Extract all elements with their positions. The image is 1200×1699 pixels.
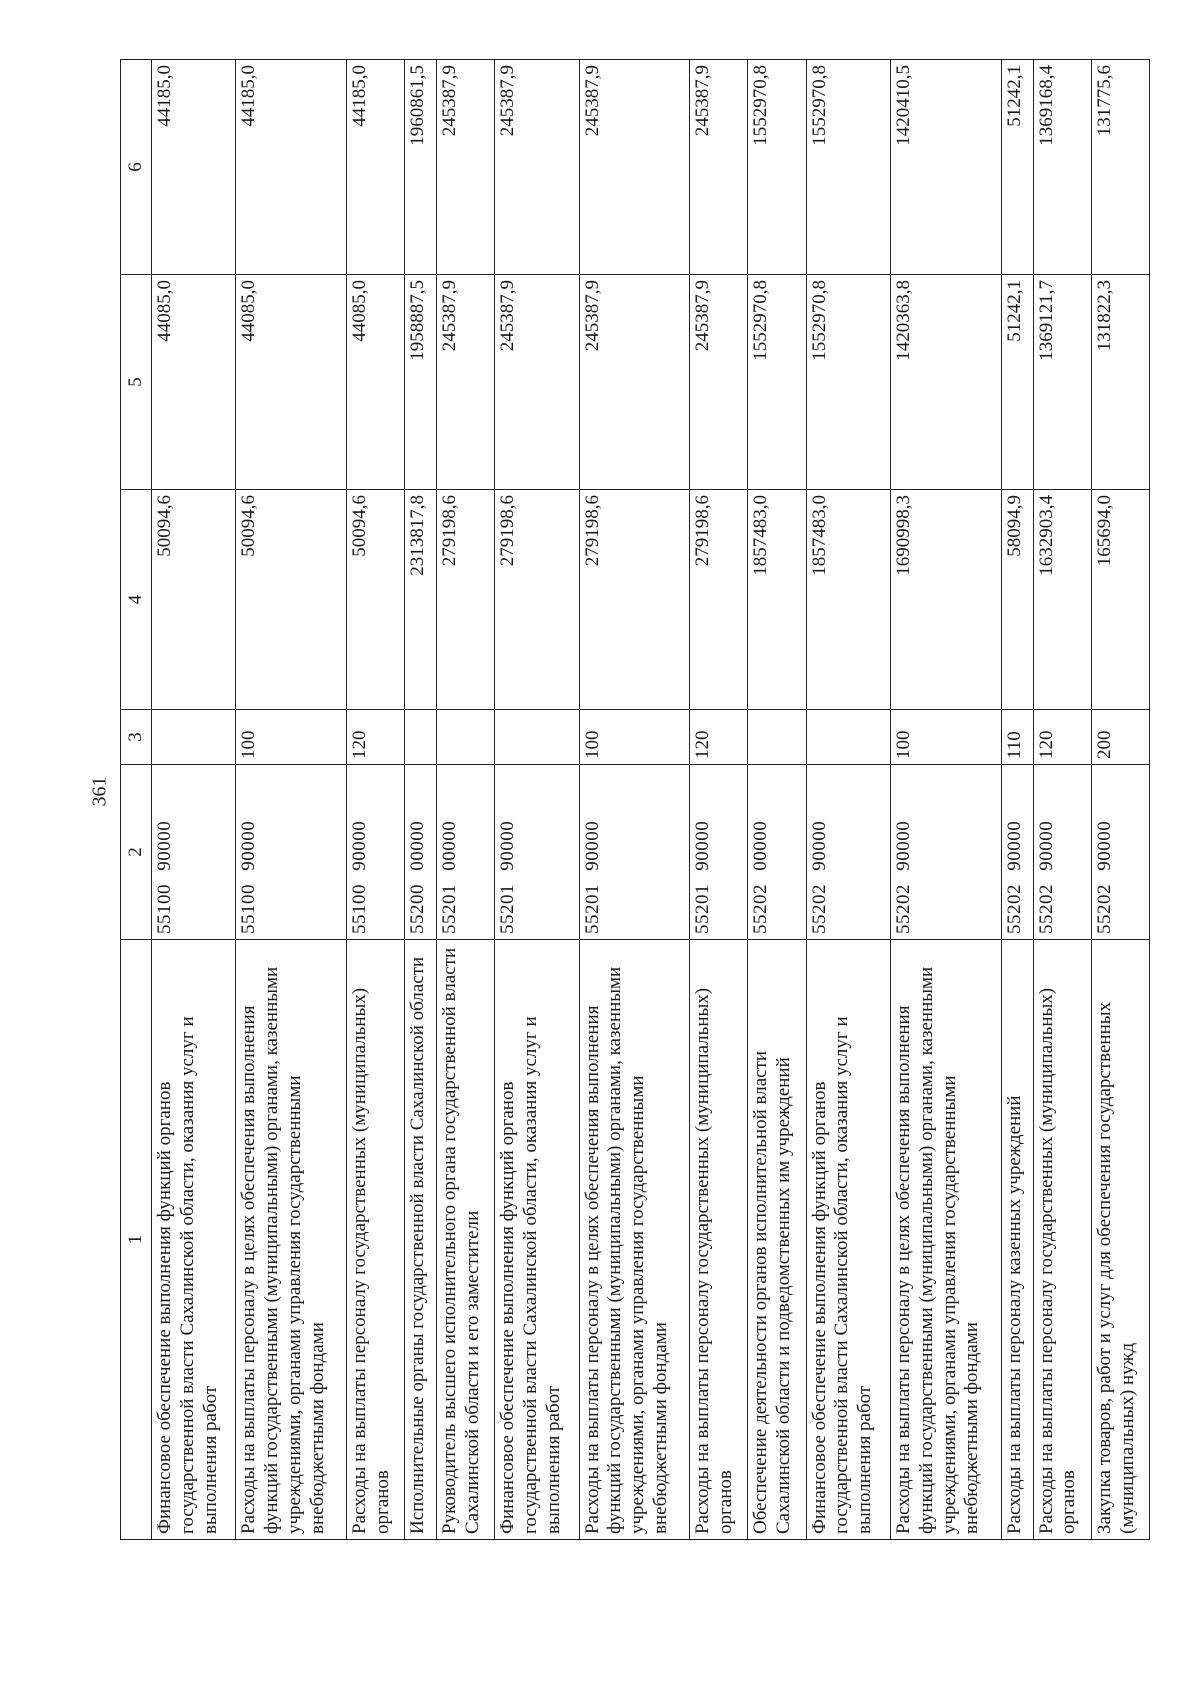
code-program: 55100 — [238, 884, 260, 934]
row-expense-type: 110 — [1001, 710, 1033, 765]
row-expense-type: 100 — [236, 710, 347, 765]
code-program: 55201 — [581, 884, 603, 934]
code-direction: 90000 — [348, 820, 370, 871]
table-row — [690, 60, 748, 1540]
code-program: 55100 — [348, 884, 370, 934]
row-amount-col5: 245387,9 — [437, 275, 495, 490]
column-header: 6 — [121, 60, 152, 275]
table-row — [437, 60, 495, 1540]
row-expense-type: 200 — [1091, 710, 1149, 765]
row-expense-type: 120 — [690, 710, 748, 765]
row-amount-col5: 44085,0 — [152, 275, 236, 490]
row-code — [346, 765, 404, 940]
row-amount-col5: 131822,3 — [1091, 275, 1149, 490]
row-name: Расходы на выплаты персоналу казенных учреждений — [1001, 940, 1033, 1540]
code-program: 55202 — [750, 884, 772, 934]
row-code — [806, 765, 890, 940]
row-amount-col6: 1552970,8 — [806, 60, 890, 275]
row-name: Расходы на выплаты персоналу государственных (муниципальных) органов — [1033, 940, 1091, 1540]
row-name: Обеспечение деятельности органов исполнительной власти Сахалинской области и подведомственных им учреждений — [748, 940, 806, 1540]
row-amount-col5: 44085,0 — [346, 275, 404, 490]
code-program: 55201 — [439, 884, 461, 934]
row-name: Финансовое обеспечение выполнения функций органов государственной власти Сахалинской области, оказания услуг и выполнения работ — [806, 940, 890, 1540]
row-amount-col5: 1958887,5 — [405, 275, 437, 490]
row-amount-col6: 44185,0 — [346, 60, 404, 275]
column-header: 3 — [121, 710, 152, 765]
row-amount-col6: 1960861,5 — [405, 60, 437, 275]
row-code — [236, 765, 347, 940]
row-name: Исполнительные органы государственной власти Сахалинской области — [405, 940, 437, 1540]
table-row — [1091, 60, 1149, 1540]
row-code — [152, 765, 236, 940]
row-amount-col6: 245387,9 — [495, 60, 579, 275]
row-name: Расходы на выплаты персоналу государственных (муниципальных) органов — [346, 940, 404, 1540]
row-code — [1033, 765, 1091, 940]
row-amount-col5: 245387,9 — [690, 275, 748, 490]
row-amount-col4: 1690998,3 — [891, 490, 1002, 710]
row-code — [1001, 765, 1033, 940]
column-header: 2 — [121, 765, 152, 940]
header-row — [121, 60, 152, 1540]
budget-table — [120, 59, 1150, 1540]
table-row — [405, 60, 437, 1540]
row-amount-col6: 44185,0 — [152, 60, 236, 275]
row-amount-col6: 131775,6 — [1091, 60, 1149, 275]
code-program: 55202 — [1003, 884, 1025, 934]
row-name: Финансовое обеспечение выполнения функций органов государственной власти Сахалинской области, оказания услуг и выполнения работ — [152, 940, 236, 1540]
row-amount-col6: 1552970,8 — [748, 60, 806, 275]
code-direction: 90000 — [1003, 820, 1025, 871]
table-row — [1033, 60, 1091, 1540]
row-amount-col5: 1420363,8 — [891, 275, 1002, 490]
code-direction: 90000 — [893, 820, 914, 871]
row-expense-type: 100 — [579, 710, 690, 765]
rotated-table-container — [120, 60, 1150, 1540]
code-direction: 90000 — [692, 820, 714, 871]
row-amount-col6: 1369168,4 — [1033, 60, 1091, 275]
code-program: 55201 — [497, 884, 519, 934]
row-expense-type — [405, 710, 437, 765]
row-amount-col6: 245387,9 — [437, 60, 495, 275]
row-code — [1091, 765, 1149, 940]
row-name: Расходы на выплаты персоналу в целях обеспечения выполнения функций государственными (муниципальными) органами, казенными учреждениями, органами управления государственными внебюджетными фондами — [236, 940, 347, 1540]
row-amount-col4: 50094,6 — [236, 490, 347, 710]
row-expense-type — [437, 710, 495, 765]
row-name: Расходы на выплаты персоналу в целях обеспечения выполнения функций государственными (муниципальными) органами, казенными учреждениями, органами управления государственными внебюджетными фондами — [891, 940, 1002, 1540]
row-amount-col5: 245387,9 — [579, 275, 690, 490]
row-expense-type — [495, 710, 579, 765]
row-amount-col4: 165694,0 — [1091, 490, 1149, 710]
code-direction: 90000 — [808, 820, 830, 871]
row-code — [405, 765, 437, 940]
row-amount-col6: 245387,9 — [690, 60, 748, 275]
code-program: 55201 — [692, 884, 714, 934]
row-amount-col4: 279198,6 — [690, 490, 748, 710]
row-amount-col5: 44085,0 — [236, 275, 347, 490]
row-amount-col5: 1552970,8 — [748, 275, 806, 490]
row-name: Руководитель высшего исполнительного органа государственной власти Сахалинской области и его заместители — [437, 940, 495, 1540]
code-program: 55202 — [1035, 884, 1057, 934]
code-direction: 90000 — [1093, 820, 1115, 871]
code-direction: 90000 — [154, 820, 175, 871]
code-program: 55200 — [407, 884, 429, 934]
code-program: 55202 — [1093, 884, 1115, 934]
row-amount-col5: 245387,9 — [495, 275, 579, 490]
row-expense-type: 120 — [346, 710, 404, 765]
table-row — [236, 60, 347, 1540]
code-direction: 90000 — [497, 820, 519, 871]
table-row — [346, 60, 404, 1540]
column-header: 1 — [121, 940, 152, 1540]
code-program: 55202 — [808, 884, 830, 934]
row-amount-col4: 1632903,4 — [1033, 490, 1091, 710]
table-row — [748, 60, 806, 1540]
row-amount-col4: 279198,6 — [437, 490, 495, 710]
column-header: 4 — [121, 490, 152, 710]
row-name: Расходы на выплаты персоналу государственных (муниципальных) органов — [690, 940, 748, 1540]
code-program: 55100 — [154, 884, 175, 934]
row-code — [690, 765, 748, 940]
row-code — [437, 765, 495, 940]
row-amount-col4: 2313817,8 — [405, 490, 437, 710]
code-direction: 00000 — [750, 820, 772, 871]
code-direction: 00000 — [439, 820, 461, 871]
column-header: 5 — [121, 275, 152, 490]
row-expense-type — [748, 710, 806, 765]
row-expense-type: 100 — [891, 710, 1002, 765]
code-direction: 90000 — [238, 820, 260, 871]
row-name: Финансовое обеспечение выполнения функций органов государственной власти Сахалинской области, оказания услуг и выполнения работ — [495, 940, 579, 1540]
row-code — [748, 765, 806, 940]
code-direction: 90000 — [1035, 820, 1057, 871]
row-amount-col4: 1857483,0 — [806, 490, 890, 710]
row-amount-col6: 1420410,5 — [891, 60, 1002, 275]
table-row — [579, 60, 690, 1540]
row-amount-col5: 1369121,7 — [1033, 275, 1091, 490]
row-name: Закупка товаров, работ и услуг для обеспечения государственных (муниципальных) нужд — [1091, 940, 1149, 1540]
row-amount-col4: 1857483,0 — [748, 490, 806, 710]
row-code — [579, 765, 690, 940]
row-amount-col4: 50094,6 — [346, 490, 404, 710]
row-expense-type — [806, 710, 890, 765]
table-body — [152, 60, 1150, 1540]
row-amount-col4: 279198,6 — [579, 490, 690, 710]
table-row — [806, 60, 890, 1540]
code-program: 55202 — [893, 884, 914, 934]
row-amount-col4: 58094,9 — [1001, 490, 1033, 710]
table-row — [152, 60, 236, 1540]
code-direction: 00000 — [407, 820, 429, 871]
table-row — [891, 60, 1002, 1540]
row-expense-type — [152, 710, 236, 765]
row-amount-col4: 50094,6 — [152, 490, 236, 710]
page-number: 361 — [88, 776, 111, 807]
row-expense-type: 120 — [1033, 710, 1091, 765]
row-name: Расходы на выплаты персоналу в целях обеспечения выполнения функций государственными (муниципальными) органами, казенными учреждениями, органами управления государственными внебюджетными фондами — [579, 940, 690, 1540]
table-row — [1001, 60, 1033, 1540]
row-code — [891, 765, 1002, 940]
row-amount-col6: 51242,1 — [1001, 60, 1033, 275]
row-amount-col6: 44185,0 — [236, 60, 347, 275]
row-amount-col5: 51242,1 — [1001, 275, 1033, 490]
row-amount-col6: 245387,9 — [579, 60, 690, 275]
row-code — [495, 765, 579, 940]
row-amount-col4: 279198,6 — [495, 490, 579, 710]
table-row — [495, 60, 579, 1540]
code-direction: 90000 — [581, 820, 603, 871]
row-amount-col5: 1552970,8 — [806, 275, 890, 490]
